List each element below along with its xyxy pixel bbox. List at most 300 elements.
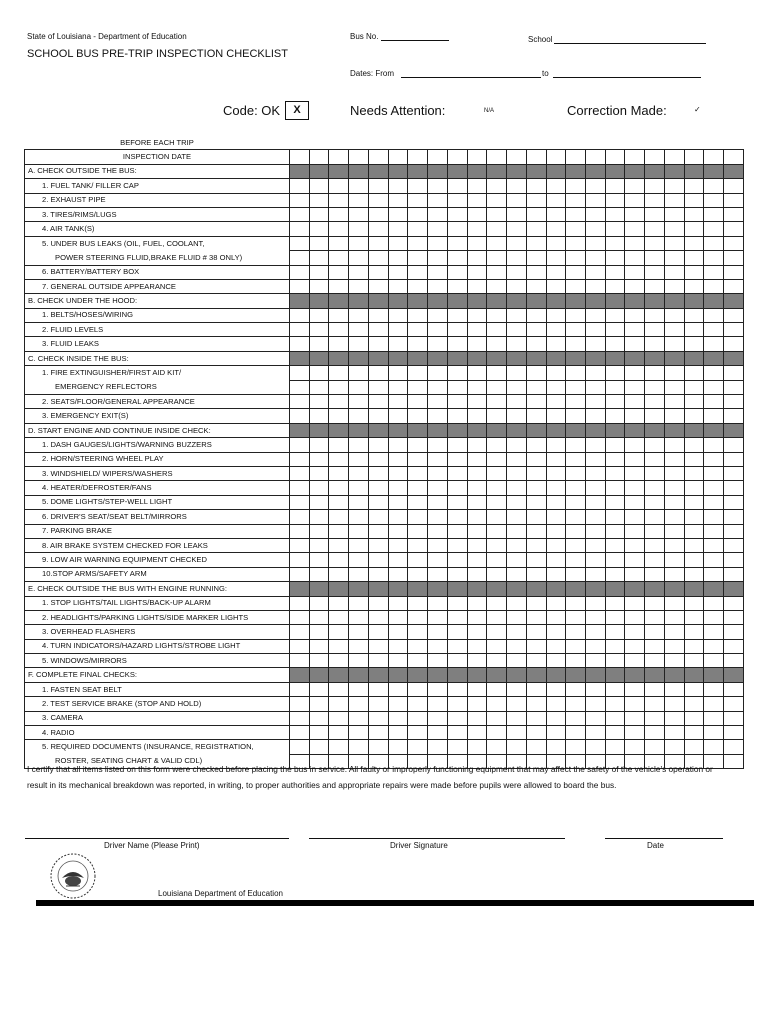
check-cell[interactable]: [349, 524, 369, 538]
check-cell[interactable]: [546, 567, 566, 581]
check-cell[interactable]: [309, 279, 329, 293]
check-cell[interactable]: [546, 452, 566, 466]
check-cell[interactable]: [309, 567, 329, 581]
check-cell[interactable]: [388, 553, 408, 567]
check-cell[interactable]: [428, 438, 448, 452]
check-cell[interactable]: [526, 481, 546, 495]
check-cell[interactable]: [704, 481, 724, 495]
check-cell[interactable]: [349, 265, 369, 279]
check-cell[interactable]: [566, 524, 586, 538]
check-cell[interactable]: [546, 466, 566, 480]
check-cell[interactable]: [566, 323, 586, 337]
check-cell[interactable]: [428, 596, 448, 610]
check-cell[interactable]: [309, 639, 329, 653]
check-cell[interactable]: [586, 438, 606, 452]
check-cell[interactable]: [447, 697, 467, 711]
date-cell[interactable]: [408, 150, 428, 164]
check-cell[interactable]: [625, 395, 645, 409]
check-cell[interactable]: [586, 510, 606, 524]
check-cell[interactable]: [586, 323, 606, 337]
date-cell[interactable]: [290, 150, 310, 164]
check-cell[interactable]: [428, 495, 448, 509]
check-cell[interactable]: [645, 193, 665, 207]
check-cell[interactable]: [625, 323, 645, 337]
check-cell[interactable]: [309, 625, 329, 639]
check-cell[interactable]: [724, 323, 744, 337]
check-cell[interactable]: [586, 610, 606, 624]
check-cell[interactable]: [368, 466, 388, 480]
check-cell[interactable]: [664, 553, 684, 567]
check-cell[interactable]: [704, 538, 724, 552]
check-cell[interactable]: [467, 337, 487, 351]
check-cell[interactable]: [388, 323, 408, 337]
check-cell[interactable]: [526, 279, 546, 293]
check-cell[interactable]: [507, 610, 527, 624]
check-cell[interactable]: [467, 711, 487, 725]
check-cell[interactable]: [447, 222, 467, 236]
check-cell[interactable]: [625, 625, 645, 639]
check-cell[interactable]: [605, 207, 625, 221]
check-cell[interactable]: [546, 380, 566, 394]
check-cell[interactable]: [645, 654, 665, 668]
check-cell[interactable]: [467, 481, 487, 495]
check-cell[interactable]: [724, 308, 744, 322]
check-cell[interactable]: [625, 308, 645, 322]
check-cell[interactable]: [724, 510, 744, 524]
check-cell[interactable]: [388, 682, 408, 696]
check-cell[interactable]: [724, 711, 744, 725]
check-cell[interactable]: [546, 553, 566, 567]
check-cell[interactable]: [704, 207, 724, 221]
check-cell[interactable]: [566, 495, 586, 509]
check-cell[interactable]: [507, 510, 527, 524]
check-cell[interactable]: [605, 308, 625, 322]
date-from-field[interactable]: [401, 77, 541, 78]
check-cell[interactable]: [684, 323, 704, 337]
check-cell[interactable]: [388, 193, 408, 207]
date-cell[interactable]: [704, 150, 724, 164]
check-cell[interactable]: [507, 366, 527, 380]
check-cell[interactable]: [428, 323, 448, 337]
check-cell[interactable]: [526, 639, 546, 653]
check-cell[interactable]: [368, 308, 388, 322]
check-cell[interactable]: [447, 265, 467, 279]
check-cell[interactable]: [368, 654, 388, 668]
check-cell[interactable]: [487, 207, 507, 221]
check-cell[interactable]: [625, 495, 645, 509]
check-cell[interactable]: [605, 740, 625, 754]
check-cell[interactable]: [704, 265, 724, 279]
check-cell[interactable]: [309, 236, 329, 250]
check-cell[interactable]: [586, 654, 606, 668]
check-cell[interactable]: [684, 222, 704, 236]
check-cell[interactable]: [566, 567, 586, 581]
check-cell[interactable]: [684, 366, 704, 380]
check-cell[interactable]: [447, 682, 467, 696]
check-cell[interactable]: [428, 193, 448, 207]
check-cell[interactable]: [388, 639, 408, 653]
check-cell[interactable]: [507, 682, 527, 696]
check-cell[interactable]: [507, 380, 527, 394]
check-cell[interactable]: [526, 193, 546, 207]
check-cell[interactable]: [645, 538, 665, 552]
check-cell[interactable]: [290, 236, 310, 250]
check-cell[interactable]: [447, 179, 467, 193]
check-cell[interactable]: [605, 366, 625, 380]
check-cell[interactable]: [625, 438, 645, 452]
check-cell[interactable]: [447, 251, 467, 265]
driver-signature-field[interactable]: [309, 838, 565, 839]
check-cell[interactable]: [329, 639, 349, 653]
check-cell[interactable]: [408, 409, 428, 423]
check-cell[interactable]: [329, 481, 349, 495]
check-cell[interactable]: [704, 452, 724, 466]
check-cell[interactable]: [467, 697, 487, 711]
check-cell[interactable]: [467, 236, 487, 250]
check-cell[interactable]: [467, 625, 487, 639]
check-cell[interactable]: [408, 308, 428, 322]
check-cell[interactable]: [526, 524, 546, 538]
check-cell[interactable]: [329, 610, 349, 624]
check-cell[interactable]: [408, 438, 428, 452]
check-cell[interactable]: [349, 323, 369, 337]
check-cell[interactable]: [349, 409, 369, 423]
check-cell[interactable]: [645, 481, 665, 495]
check-cell[interactable]: [586, 452, 606, 466]
check-cell[interactable]: [684, 380, 704, 394]
check-cell[interactable]: [566, 654, 586, 668]
check-cell[interactable]: [368, 207, 388, 221]
check-cell[interactable]: [566, 639, 586, 653]
check-cell[interactable]: [368, 409, 388, 423]
check-cell[interactable]: [605, 438, 625, 452]
check-cell[interactable]: [724, 567, 744, 581]
check-cell[interactable]: [507, 553, 527, 567]
check-cell[interactable]: [309, 495, 329, 509]
check-cell[interactable]: [605, 279, 625, 293]
check-cell[interactable]: [428, 682, 448, 696]
check-cell[interactable]: [566, 452, 586, 466]
check-cell[interactable]: [309, 697, 329, 711]
check-cell[interactable]: [625, 682, 645, 696]
check-cell[interactable]: [566, 682, 586, 696]
check-cell[interactable]: [487, 466, 507, 480]
check-cell[interactable]: [586, 495, 606, 509]
check-cell[interactable]: [349, 538, 369, 552]
check-cell[interactable]: [290, 366, 310, 380]
check-cell[interactable]: [526, 380, 546, 394]
check-cell[interactable]: [467, 740, 487, 754]
check-cell[interactable]: [704, 308, 724, 322]
check-cell[interactable]: [704, 654, 724, 668]
check-cell[interactable]: [408, 466, 428, 480]
check-cell[interactable]: [329, 466, 349, 480]
check-cell[interactable]: [724, 610, 744, 624]
check-cell[interactable]: [368, 251, 388, 265]
check-cell[interactable]: [349, 553, 369, 567]
check-cell[interactable]: [605, 711, 625, 725]
check-cell[interactable]: [507, 654, 527, 668]
check-cell[interactable]: [290, 610, 310, 624]
check-cell[interactable]: [408, 481, 428, 495]
check-cell[interactable]: [290, 395, 310, 409]
check-cell[interactable]: [625, 481, 645, 495]
check-cell[interactable]: [664, 438, 684, 452]
check-cell[interactable]: [408, 596, 428, 610]
check-cell[interactable]: [625, 567, 645, 581]
check-cell[interactable]: [309, 207, 329, 221]
check-cell[interactable]: [408, 222, 428, 236]
check-cell[interactable]: [447, 567, 467, 581]
check-cell[interactable]: [664, 308, 684, 322]
school-field[interactable]: [554, 43, 706, 44]
check-cell[interactable]: [566, 395, 586, 409]
check-cell[interactable]: [546, 726, 566, 740]
check-cell[interactable]: [645, 740, 665, 754]
check-cell[interactable]: [428, 639, 448, 653]
check-cell[interactable]: [645, 639, 665, 653]
check-cell[interactable]: [309, 510, 329, 524]
check-cell[interactable]: [349, 740, 369, 754]
check-cell[interactable]: [664, 697, 684, 711]
check-cell[interactable]: [467, 279, 487, 293]
check-cell[interactable]: [368, 366, 388, 380]
check-cell[interactable]: [704, 596, 724, 610]
check-cell[interactable]: [368, 179, 388, 193]
check-cell[interactable]: [526, 740, 546, 754]
check-cell[interactable]: [290, 697, 310, 711]
check-cell[interactable]: [664, 323, 684, 337]
check-cell[interactable]: [447, 740, 467, 754]
check-cell[interactable]: [388, 366, 408, 380]
check-cell[interactable]: [487, 323, 507, 337]
check-cell[interactable]: [566, 337, 586, 351]
check-cell[interactable]: [664, 265, 684, 279]
check-cell[interactable]: [724, 193, 744, 207]
check-cell[interactable]: [487, 567, 507, 581]
check-cell[interactable]: [566, 596, 586, 610]
check-cell[interactable]: [487, 481, 507, 495]
check-cell[interactable]: [487, 740, 507, 754]
check-cell[interactable]: [684, 337, 704, 351]
check-cell[interactable]: [368, 740, 388, 754]
check-cell[interactable]: [684, 567, 704, 581]
check-cell[interactable]: [526, 207, 546, 221]
check-cell[interactable]: [586, 682, 606, 696]
check-cell[interactable]: [329, 596, 349, 610]
check-cell[interactable]: [566, 236, 586, 250]
check-cell[interactable]: [586, 481, 606, 495]
check-cell[interactable]: [664, 654, 684, 668]
check-cell[interactable]: [586, 726, 606, 740]
check-cell[interactable]: [586, 596, 606, 610]
check-cell[interactable]: [566, 726, 586, 740]
check-cell[interactable]: [507, 538, 527, 552]
check-cell[interactable]: [526, 179, 546, 193]
check-cell[interactable]: [447, 207, 467, 221]
check-cell[interactable]: [467, 682, 487, 696]
check-cell[interactable]: [664, 251, 684, 265]
check-cell[interactable]: [309, 654, 329, 668]
check-cell[interactable]: [329, 438, 349, 452]
check-cell[interactable]: [388, 495, 408, 509]
check-cell[interactable]: [566, 251, 586, 265]
check-cell[interactable]: [349, 251, 369, 265]
check-cell[interactable]: [546, 682, 566, 696]
check-cell[interactable]: [507, 524, 527, 538]
check-cell[interactable]: [408, 538, 428, 552]
check-cell[interactable]: [447, 538, 467, 552]
check-cell[interactable]: [329, 236, 349, 250]
check-cell[interactable]: [428, 207, 448, 221]
check-cell[interactable]: [349, 438, 369, 452]
check-cell[interactable]: [428, 452, 448, 466]
check-cell[interactable]: [447, 481, 467, 495]
check-cell[interactable]: [487, 610, 507, 624]
check-cell[interactable]: [408, 452, 428, 466]
check-cell[interactable]: [368, 625, 388, 639]
date-cell[interactable]: [487, 150, 507, 164]
check-cell[interactable]: [645, 697, 665, 711]
signature-date-field[interactable]: [605, 838, 723, 839]
check-cell[interactable]: [566, 308, 586, 322]
check-cell[interactable]: [684, 265, 704, 279]
check-cell[interactable]: [467, 510, 487, 524]
check-cell[interactable]: [684, 682, 704, 696]
check-cell[interactable]: [368, 726, 388, 740]
check-cell[interactable]: [329, 567, 349, 581]
check-cell[interactable]: [507, 251, 527, 265]
check-cell[interactable]: [605, 179, 625, 193]
check-cell[interactable]: [329, 654, 349, 668]
check-cell[interactable]: [368, 639, 388, 653]
check-cell[interactable]: [467, 409, 487, 423]
date-cell[interactable]: [507, 150, 527, 164]
check-cell[interactable]: [546, 207, 566, 221]
check-cell[interactable]: [664, 610, 684, 624]
check-cell[interactable]: [566, 409, 586, 423]
check-cell[interactable]: [546, 366, 566, 380]
check-cell[interactable]: [625, 179, 645, 193]
check-cell[interactable]: [329, 308, 349, 322]
check-cell[interactable]: [566, 481, 586, 495]
check-cell[interactable]: [349, 625, 369, 639]
check-cell[interactable]: [467, 438, 487, 452]
check-cell[interactable]: [349, 682, 369, 696]
check-cell[interactable]: [625, 466, 645, 480]
check-cell[interactable]: [309, 438, 329, 452]
check-cell[interactable]: [487, 179, 507, 193]
date-cell[interactable]: [605, 150, 625, 164]
check-cell[interactable]: [467, 193, 487, 207]
check-cell[interactable]: [290, 567, 310, 581]
check-cell[interactable]: [625, 711, 645, 725]
check-cell[interactable]: [724, 366, 744, 380]
check-cell[interactable]: [546, 596, 566, 610]
check-cell[interactable]: [645, 625, 665, 639]
check-cell[interactable]: [447, 596, 467, 610]
check-cell[interactable]: [704, 625, 724, 639]
check-cell[interactable]: [290, 481, 310, 495]
check-cell[interactable]: [408, 179, 428, 193]
check-cell[interactable]: [566, 740, 586, 754]
check-cell[interactable]: [507, 452, 527, 466]
check-cell[interactable]: [645, 308, 665, 322]
check-cell[interactable]: [704, 251, 724, 265]
check-cell[interactable]: [625, 366, 645, 380]
check-cell[interactable]: [368, 596, 388, 610]
check-cell[interactable]: [447, 366, 467, 380]
check-cell[interactable]: [605, 452, 625, 466]
check-cell[interactable]: [605, 567, 625, 581]
check-cell[interactable]: [388, 726, 408, 740]
check-cell[interactable]: [487, 697, 507, 711]
check-cell[interactable]: [526, 726, 546, 740]
check-cell[interactable]: [526, 567, 546, 581]
check-cell[interactable]: [664, 179, 684, 193]
check-cell[interactable]: [507, 625, 527, 639]
check-cell[interactable]: [724, 495, 744, 509]
check-cell[interactable]: [447, 510, 467, 524]
check-cell[interactable]: [704, 740, 724, 754]
check-cell[interactable]: [526, 236, 546, 250]
check-cell[interactable]: [309, 179, 329, 193]
check-cell[interactable]: [368, 236, 388, 250]
check-cell[interactable]: [428, 711, 448, 725]
check-cell[interactable]: [586, 711, 606, 725]
check-cell[interactable]: [664, 452, 684, 466]
check-cell[interactable]: [487, 395, 507, 409]
check-cell[interactable]: [664, 596, 684, 610]
check-cell[interactable]: [645, 409, 665, 423]
check-cell[interactable]: [349, 654, 369, 668]
check-cell[interactable]: [388, 654, 408, 668]
check-cell[interactable]: [368, 323, 388, 337]
check-cell[interactable]: [566, 697, 586, 711]
check-cell[interactable]: [605, 596, 625, 610]
check-cell[interactable]: [309, 524, 329, 538]
date-cell[interactable]: [625, 150, 645, 164]
check-cell[interactable]: [664, 193, 684, 207]
check-cell[interactable]: [586, 538, 606, 552]
check-cell[interactable]: [625, 610, 645, 624]
check-cell[interactable]: [625, 452, 645, 466]
check-cell[interactable]: [309, 366, 329, 380]
bus-no-field[interactable]: [381, 40, 449, 41]
check-cell[interactable]: [408, 207, 428, 221]
check-cell[interactable]: [467, 495, 487, 509]
check-cell[interactable]: [507, 179, 527, 193]
check-cell[interactable]: [467, 524, 487, 538]
check-cell[interactable]: [507, 596, 527, 610]
check-cell[interactable]: [526, 222, 546, 236]
check-cell[interactable]: [487, 639, 507, 653]
check-cell[interactable]: [329, 510, 349, 524]
check-cell[interactable]: [526, 697, 546, 711]
check-cell[interactable]: [507, 236, 527, 250]
check-cell[interactable]: [605, 409, 625, 423]
check-cell[interactable]: [290, 524, 310, 538]
check-cell[interactable]: [684, 639, 704, 653]
check-cell[interactable]: [605, 524, 625, 538]
check-cell[interactable]: [586, 639, 606, 653]
check-cell[interactable]: [605, 682, 625, 696]
check-cell[interactable]: [586, 697, 606, 711]
check-cell[interactable]: [349, 179, 369, 193]
check-cell[interactable]: [487, 596, 507, 610]
check-cell[interactable]: [704, 337, 724, 351]
check-cell[interactable]: [684, 726, 704, 740]
